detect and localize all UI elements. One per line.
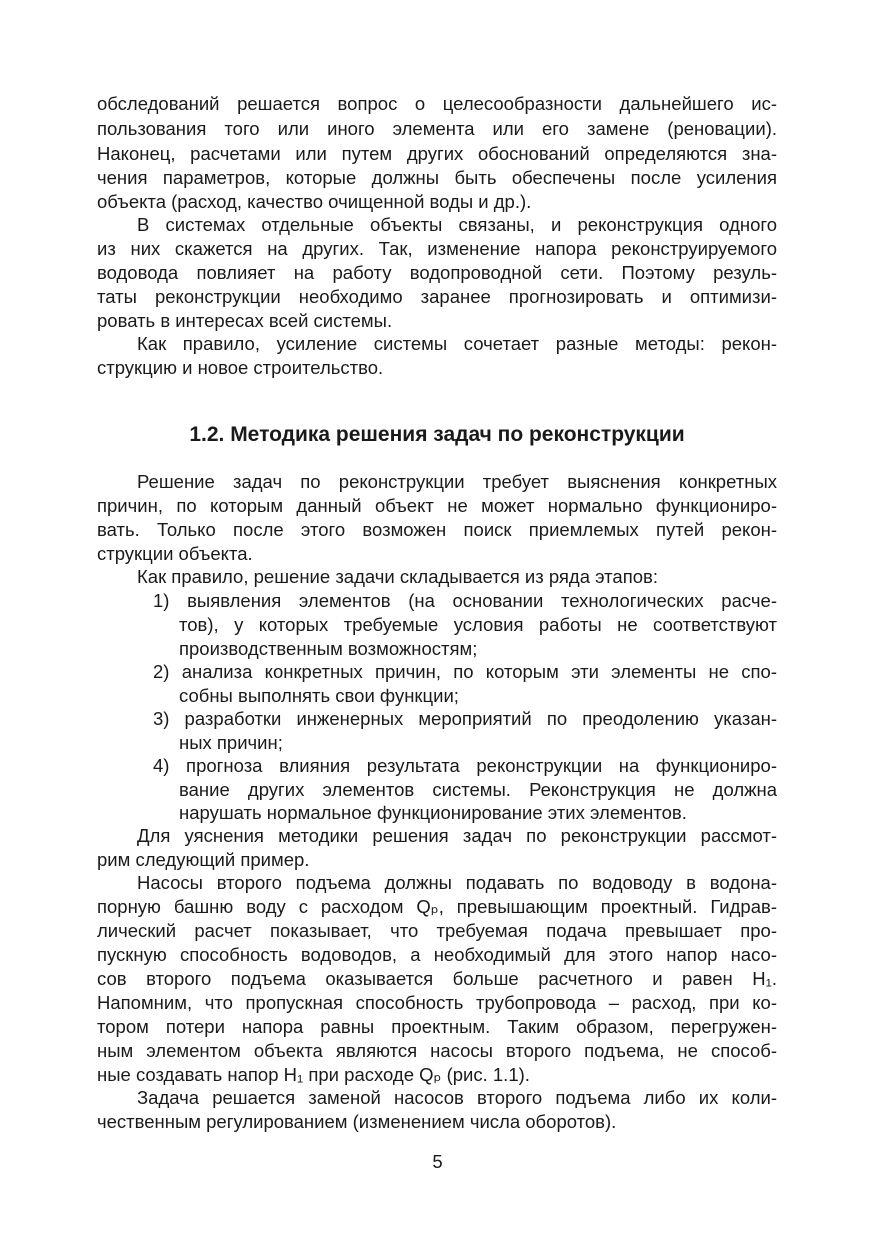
text-line: Напомним, что пропускная способность трубопровода – расход, при ко-	[97, 992, 777, 1013]
text-line: Как правило, усиление системы сочетает разные методы: рекон-	[137, 333, 777, 354]
text-line: лический расчет показывает, что требуемая подача превышает про-	[97, 920, 777, 941]
text-line: ным элементом объекта являются насосы второго подъема, не способ-	[97, 1040, 777, 1061]
list-item: 2) анализа конкретных причин, по которым эти элементы не спо-	[153, 661, 777, 682]
text-line: Наконец, расчетами или путем других обоснований определяются зна-	[97, 143, 777, 164]
text-line: чения параметров, которые должны быть обеспечены после усиления	[97, 167, 777, 188]
text-line: струкцию и новое строительство.	[97, 357, 384, 378]
text-line: чественным регулированием (изменением числа оборотов).	[97, 1111, 617, 1132]
list-item: 3) разработки инженерных мероприятий по преодолению указан-	[153, 708, 777, 729]
text-line: Как правило, решение задачи складывается из ряда этапов:	[137, 566, 658, 587]
page-number: 5	[432, 1151, 443, 1172]
text-line: порную башню воду с расходом Qₚ, превышающим проектный. Гидрав-	[97, 896, 777, 917]
text-line: В системах отдельные объекты связаны, и реконструкция одного	[137, 214, 777, 235]
list-item-continuation: тов), у которых требуемые условия работы не соответствуют	[179, 614, 777, 635]
list-item-continuation: производственным возможностям;	[179, 638, 478, 659]
section-heading: 1.2. Методика решения задач по реконструкции	[189, 423, 685, 446]
text-line: таты реконструкции необходимо заранее прогнозировать и оптимизи-	[97, 286, 777, 307]
list-item-continuation: нарушать нормальное функционирование этих элементов.	[179, 802, 687, 823]
text-line: ные создавать напор H₁ при расходе Qₚ (рис. 1.1).	[97, 1064, 530, 1085]
text-line: рим следующий пример.	[97, 849, 310, 870]
text-line: из них скажется на других. Так, изменение напора реконструируемого	[97, 238, 777, 259]
text-line: Задача решается заменой насосов второго подъема либо их коли-	[137, 1087, 777, 1108]
list-item-continuation: ных причин;	[179, 732, 283, 753]
text-line: пускную способность водоводов, а необходимый для этого напор насо-	[97, 944, 777, 965]
text-line: причин, по которым данный объект не может нормально функциониро-	[97, 495, 777, 516]
list-item: 4) прогноза влияния результата реконструкции на функциониро-	[153, 755, 777, 776]
text-line: водовода повлияет на работу водопроводной сети. Поэтому резуль-	[97, 262, 777, 283]
text-line: объекта (расход, качество очищенной воды и др.).	[97, 191, 532, 212]
text-line: сов второго подъема оказывается больше расчетного и равен H₁.	[97, 968, 777, 989]
text-line: пользования того или иного элемента или его замене (реновации).	[97, 118, 777, 139]
text-line: вать. Только после этого возможен поиск приемлемых путей рекон-	[97, 519, 777, 540]
text-line: струкции объекта.	[97, 543, 253, 564]
list-item: 1) выявления элементов (на основании технологических расче-	[153, 590, 777, 611]
list-item-continuation: собны выполнять свои функции;	[179, 685, 459, 706]
text-line: Насосы второго подъема должны подавать по водоводу в водона-	[137, 872, 777, 893]
text-line: обследований решается вопрос о целесообразности дальнейшего ис-	[97, 93, 777, 114]
text-line: тором потери напора равны проектным. Таким образом, перегружен-	[97, 1016, 777, 1037]
text-line: Для уяснения методики решения задач по реконструкции рассмот-	[137, 825, 777, 846]
text-line: Решение задач по реконструкции требует выяснения конкретных	[137, 471, 777, 492]
list-item-continuation: вание других элементов системы. Реконструкция не должна	[179, 779, 777, 800]
text-line: ровать в интересах всей системы.	[97, 310, 393, 331]
